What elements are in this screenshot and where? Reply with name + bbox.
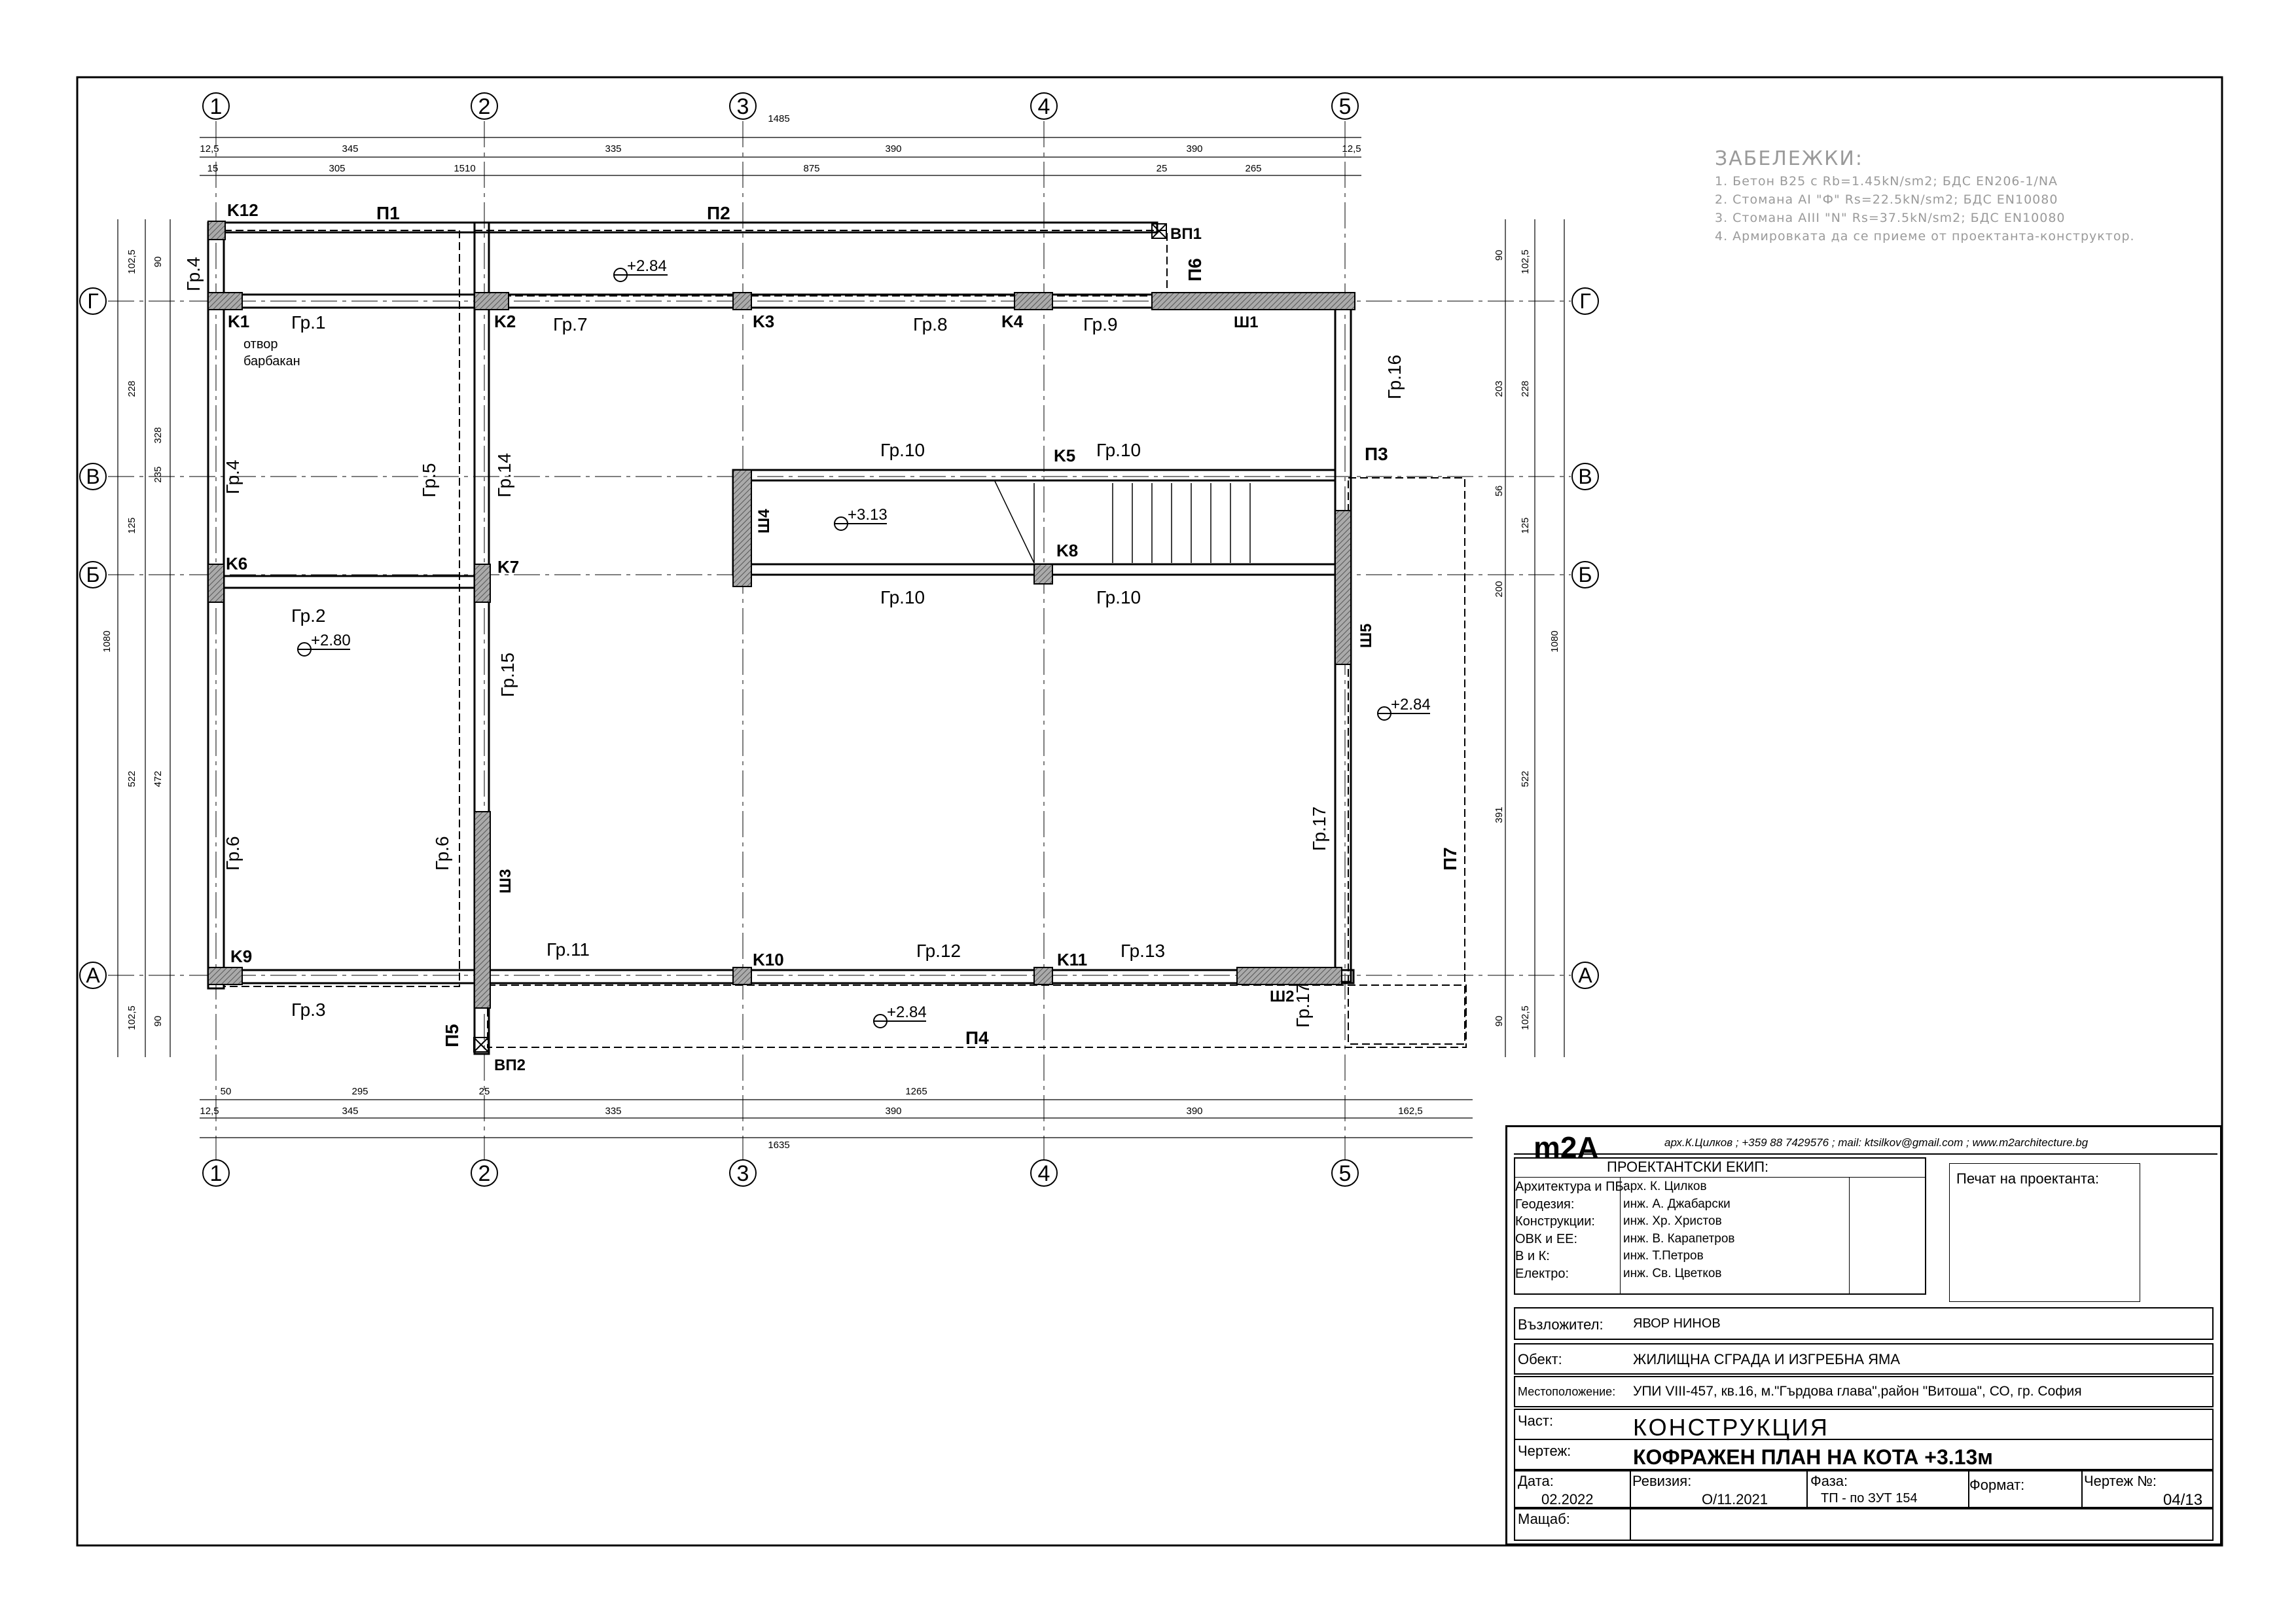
svg-text:345: 345	[342, 143, 359, 154]
revision-value: О/11.2021	[1702, 1491, 1768, 1507]
team-name-2: инж. А. Джабарски	[1623, 1197, 1731, 1211]
elevation-mark-4	[874, 1003, 927, 1028]
svg-text:90: 90	[1494, 249, 1505, 261]
date-value: 02.2022	[1541, 1491, 1594, 1507]
elevation-mark-1	[614, 257, 668, 281]
svg-text:1485: 1485	[768, 113, 790, 124]
elevation-mark-5	[1378, 696, 1431, 720]
note-line-1: 1. Бетон B25 с Rb=1.45kN/sm2; БДС EN206-1/NA	[1715, 174, 2058, 189]
svg-text:56: 56	[1494, 485, 1505, 497]
svg-text:Г: Г	[87, 289, 99, 313]
svg-text:K5: K5	[1054, 446, 1076, 465]
scale-row	[1514, 1508, 2214, 1541]
svg-text:875: 875	[803, 163, 820, 174]
svg-text:3: 3	[736, 94, 749, 119]
grid-bubble-1-bottom	[203, 1160, 229, 1186]
team-role-6: Електро:	[1515, 1266, 1570, 1281]
grid-bubble-4-top	[1031, 93, 1057, 119]
svg-text:1080: 1080	[101, 630, 113, 653]
format-label: Формат:	[1969, 1477, 2025, 1493]
svg-text:2: 2	[478, 1161, 491, 1186]
grid-bubble-2-top	[471, 93, 497, 119]
svg-text:12,5: 12,5	[1342, 143, 1361, 154]
beam-labels	[183, 257, 1405, 1028]
client-row	[1514, 1307, 2214, 1340]
drawing-row	[1514, 1439, 2214, 1470]
svg-text:П2: П2	[707, 203, 730, 223]
sheet-no-label: Чертеж №:	[2084, 1473, 2157, 1489]
svg-text:Гр.8: Гр.8	[913, 314, 948, 334]
team-box	[1514, 1157, 1926, 1295]
client-label: Възложител:	[1518, 1316, 1604, 1333]
team-role-4: ОВК и ЕЕ:	[1515, 1231, 1578, 1246]
svg-text:+3.13: +3.13	[848, 506, 888, 524]
svg-text:Гр.1: Гр.1	[291, 312, 326, 333]
svg-text:Г: Г	[1579, 289, 1591, 313]
svg-text:4: 4	[1037, 1161, 1050, 1186]
svg-text:П6: П6	[1185, 258, 1205, 281]
svg-text:90: 90	[152, 1015, 164, 1027]
svg-text:5: 5	[1338, 94, 1352, 119]
svg-text:отвор: отвор	[243, 337, 278, 352]
svg-text:1510: 1510	[454, 163, 476, 174]
grid-bubbles-columns	[203, 93, 1358, 1186]
logo: m2A	[1534, 1130, 1599, 1164]
meta-row	[1514, 1470, 2214, 1508]
svg-text:K10: K10	[753, 950, 784, 969]
svg-text:K11: K11	[1057, 950, 1088, 969]
team-name-1: арх. К. Цилков	[1623, 1180, 1707, 1193]
svg-text:Б: Б	[86, 563, 100, 586]
team-title: ПРОЕКТАНТСКИ ЕКИП:	[1607, 1159, 1769, 1175]
team-role-1: Архитектура и ПБ:	[1515, 1180, 1628, 1194]
svg-text:В: В	[86, 465, 100, 488]
svg-text:Гр.13: Гр.13	[1121, 941, 1166, 961]
svg-text:Гр.10: Гр.10	[1096, 440, 1141, 460]
svg-text:391: 391	[1494, 806, 1505, 823]
part-value: КОНСТРУКЦИЯ	[1633, 1414, 1829, 1441]
date-label: Дата:	[1518, 1473, 1554, 1489]
stamp-box	[1949, 1163, 2140, 1302]
svg-text:522: 522	[1520, 770, 1531, 787]
svg-text:228: 228	[126, 380, 137, 397]
elevation-mark-2	[834, 506, 888, 530]
svg-text:ВП2: ВП2	[494, 1056, 526, 1074]
svg-text:295: 295	[351, 1086, 368, 1097]
slab-outlines	[224, 230, 1466, 1047]
svg-text:Гр.15: Гр.15	[497, 652, 518, 697]
svg-text:Гр.10: Гр.10	[880, 440, 925, 460]
grid-bubble-2-bottom	[471, 1160, 497, 1186]
team-name-5: инж. Т.Петров	[1623, 1249, 1704, 1263]
svg-text:200: 200	[1494, 581, 1505, 598]
svg-text:А: А	[86, 964, 100, 987]
object-value: ЖИЛИЩНА СГРАДА И ИЗГРЕБНА ЯМА	[1633, 1351, 1901, 1367]
svg-text:345: 345	[342, 1106, 359, 1117]
grid-bubble-G-right	[1572, 288, 1598, 314]
svg-text:Гр.12: Гр.12	[916, 941, 961, 961]
sheet-no-value: 04/13	[2163, 1491, 2203, 1509]
svg-text:Гр.4: Гр.4	[183, 257, 204, 291]
svg-text:90: 90	[152, 256, 164, 268]
elevation-mark-3	[298, 632, 351, 656]
team-name-4: инж. В. Карапетров	[1623, 1231, 1735, 1246]
svg-text:15: 15	[207, 163, 219, 174]
svg-text:Ш3: Ш3	[497, 869, 514, 893]
grid-bubble-B-left	[80, 562, 106, 588]
svg-text:472: 472	[152, 770, 164, 787]
columns	[208, 221, 1355, 1008]
svg-text:390: 390	[1186, 143, 1203, 154]
svg-text:5: 5	[1338, 1161, 1352, 1186]
svg-text:K12: K12	[227, 200, 259, 220]
svg-text:+2.84: +2.84	[1391, 696, 1431, 713]
dimension-texts	[200, 113, 1422, 1151]
svg-text:522: 522	[126, 770, 137, 787]
svg-text:162,5: 162,5	[1398, 1106, 1423, 1117]
grid-bubble-4-bottom	[1031, 1160, 1057, 1186]
svg-text:П7: П7	[1440, 847, 1460, 871]
contact-line: арх.К.Цилков ; +359 88 7429576 ; mail: ktsilkov@gmail.com ; www.m2architecture.bg	[1664, 1136, 2089, 1149]
svg-text:K7: K7	[497, 557, 520, 577]
svg-text:Гр.5: Гр.5	[419, 463, 439, 497]
svg-text:390: 390	[885, 143, 902, 154]
team-name-3: инж. Хр. Христов	[1623, 1214, 1722, 1228]
svg-text:1265: 1265	[905, 1086, 927, 1097]
svg-text:Гр.16: Гр.16	[1384, 354, 1405, 399]
grid-bubble-V-left	[80, 463, 106, 490]
svg-text:305: 305	[329, 163, 346, 174]
svg-text:265: 265	[1245, 163, 1262, 174]
svg-text:25: 25	[478, 1086, 490, 1097]
object-label: Обект:	[1518, 1351, 1562, 1367]
svg-text:25: 25	[1156, 163, 1168, 174]
notes	[1715, 147, 2135, 244]
part-row	[1514, 1409, 2214, 1440]
svg-text:12,5: 12,5	[200, 143, 219, 154]
team-role-2: Геодезия:	[1515, 1197, 1575, 1212]
svg-text:Гр.7: Гр.7	[553, 314, 588, 334]
svg-text:4: 4	[1037, 94, 1050, 119]
svg-text:ВП1: ВП1	[1170, 225, 1202, 243]
svg-text:125: 125	[126, 517, 137, 534]
svg-text:102,5: 102,5	[126, 249, 137, 274]
svg-text:Б: Б	[1578, 563, 1592, 586]
location-value: УПИ VIII-457, кв.16, м."Гърдова глава",район "Витоша", СО, гр. София	[1633, 1384, 2082, 1399]
part-label: Част:	[1518, 1413, 1554, 1429]
svg-text:328: 328	[152, 427, 164, 444]
svg-text:102,5: 102,5	[126, 1005, 137, 1030]
team-role-5: В и К:	[1515, 1249, 1550, 1263]
svg-text:K4: K4	[1001, 312, 1024, 331]
svg-text:50: 50	[220, 1086, 232, 1097]
svg-text:Гр.10: Гр.10	[880, 587, 925, 607]
svg-text:102,5: 102,5	[1520, 249, 1531, 274]
note-line-2: 2. Стомана AI "Ф" Rs=22.5kN/sm2; БДС EN10080	[1715, 192, 2058, 207]
svg-text:203: 203	[1494, 380, 1505, 397]
svg-text:K3: K3	[753, 312, 775, 331]
svg-text:П4: П4	[965, 1028, 989, 1048]
svg-text:102,5: 102,5	[1520, 1005, 1531, 1030]
svg-text:Гр.11: Гр.11	[547, 939, 590, 960]
svg-text:Ш1: Ш1	[1234, 314, 1259, 331]
svg-text:228: 228	[1520, 380, 1531, 397]
svg-text:1: 1	[209, 94, 223, 119]
svg-text:K8: K8	[1056, 541, 1079, 560]
stamp-label: Печат на проектанта:	[1956, 1170, 2100, 1187]
svg-text:12,5: 12,5	[200, 1106, 219, 1117]
grid-bubble-A-right	[1572, 962, 1598, 988]
client-value: ЯВОР НИНОВ	[1633, 1316, 1721, 1331]
svg-text:Ш2: Ш2	[1270, 988, 1295, 1005]
svg-text:235: 235	[152, 466, 164, 483]
note-line-3: 3. Стомана AIII "N" Rs=37.5kN/sm2; БДС EN10080	[1715, 211, 2066, 225]
svg-text:барбакан: барбакан	[243, 354, 300, 369]
elevation-markers	[298, 257, 1431, 1028]
grid-bubble-A-left	[80, 962, 106, 988]
svg-text:+2.80: +2.80	[311, 632, 351, 649]
svg-text:Гр.4: Гр.4	[223, 460, 243, 494]
grid-bubble-5-top	[1332, 93, 1358, 119]
svg-text:K1: K1	[228, 312, 250, 331]
svg-text:Ш4: Ш4	[755, 509, 773, 533]
svg-text:Гр.14: Гр.14	[494, 452, 514, 497]
svg-text:Гр.2: Гр.2	[291, 605, 326, 626]
svg-text:2: 2	[478, 94, 491, 119]
svg-text:Гр.6: Гр.6	[432, 836, 452, 871]
svg-text:335: 335	[605, 1106, 622, 1117]
svg-text:Гр.10: Гр.10	[1096, 587, 1141, 607]
grid-bubble-G-left	[80, 288, 106, 314]
column-labels	[226, 200, 1087, 969]
drawing-value: КОФРАЖЕН ПЛАН НА КОТА +3.13м	[1633, 1445, 1993, 1469]
opening-note	[243, 337, 300, 369]
grid-bubble-V-right	[1572, 463, 1598, 490]
svg-text:1080: 1080	[1549, 630, 1560, 653]
team-name-6: инж. Св. Цветков	[1623, 1266, 1722, 1280]
svg-text:1: 1	[209, 1161, 223, 1186]
svg-text:В: В	[1578, 465, 1592, 488]
svg-text:1635: 1635	[768, 1140, 790, 1151]
stair	[995, 481, 1250, 563]
svg-text:Гр.3: Гр.3	[291, 1000, 326, 1020]
team-role-3: Конструкции:	[1515, 1214, 1595, 1229]
svg-text:90: 90	[1494, 1015, 1505, 1027]
svg-text:K2: K2	[494, 312, 516, 331]
svg-text:П3: П3	[1365, 444, 1388, 464]
svg-text:K6: K6	[226, 554, 248, 573]
phase-label: Фаза:	[1810, 1473, 1848, 1489]
svg-text:Гр.6: Гр.6	[223, 836, 243, 871]
phase-value: ТП - по ЗУТ 154	[1821, 1491, 1918, 1506]
svg-text:3: 3	[736, 1161, 749, 1186]
shaft-labels	[497, 314, 1375, 1005]
svg-text:+2.84: +2.84	[887, 1003, 927, 1021]
svg-text:Ш5: Ш5	[1357, 623, 1375, 648]
svg-text:125: 125	[1520, 517, 1531, 534]
svg-text:А: А	[1578, 964, 1592, 987]
revision-label: Ревизия:	[1632, 1473, 1692, 1489]
svg-text:П5: П5	[442, 1024, 462, 1047]
svg-text:335: 335	[605, 143, 622, 154]
object-row	[1514, 1343, 2214, 1375]
svg-text:+2.84: +2.84	[627, 257, 667, 275]
drawing-label: Чертеж:	[1518, 1443, 1571, 1459]
svg-text:Гр.9: Гр.9	[1083, 314, 1118, 334]
grid-bubble-B-right	[1572, 562, 1598, 588]
grid-bubble-1-top	[203, 93, 229, 119]
grid-bubble-5-bottom	[1332, 1160, 1358, 1186]
svg-text:390: 390	[1186, 1106, 1203, 1117]
beams	[208, 223, 1354, 1054]
note-line-4: 4. Армировката да се приеме от проектанта-конструктор.	[1715, 229, 2135, 244]
notes-title: ЗАБЕЛЕЖКИ:	[1715, 147, 1863, 170]
svg-text:390: 390	[885, 1106, 902, 1117]
title-block	[1505, 1125, 2222, 1545]
scale-label: Мащаб:	[1518, 1511, 1570, 1527]
grid-bubble-3-bottom	[730, 1160, 756, 1186]
svg-text:П1: П1	[376, 203, 400, 223]
svg-text:Гр.17: Гр.17	[1309, 806, 1329, 851]
grid-bubble-3-top	[730, 93, 756, 119]
svg-text:K9: K9	[230, 947, 253, 966]
location-row	[1514, 1376, 2214, 1407]
svg-text:Гр.17: Гр.17	[1293, 983, 1313, 1028]
location-label: Местоположение:	[1518, 1385, 1616, 1398]
